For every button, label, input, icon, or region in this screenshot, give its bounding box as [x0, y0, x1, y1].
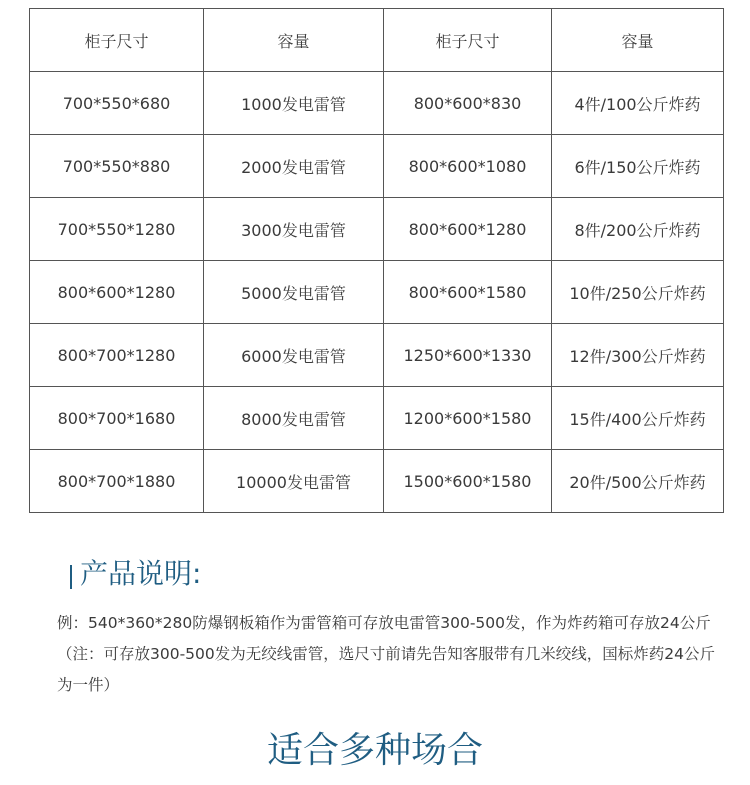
- header-capacity-2: 容量: [552, 9, 724, 72]
- table-cell: 800*600*830: [384, 72, 552, 135]
- table-header: [30, 9, 724, 72]
- table-cell: 10件/250公斤炸药: [552, 261, 724, 324]
- table-cell: 800*600*1580: [384, 261, 552, 324]
- section-heading: [70, 556, 201, 592]
- table-cell: 2000发电雷管: [204, 135, 384, 198]
- table-cell: 4件/100公斤炸药: [552, 72, 724, 135]
- table-cell: 1500*600*1580: [384, 450, 552, 513]
- table-cell: 1200*600*1580: [384, 387, 552, 450]
- product-description: 例：540*360*280防爆钢板箱作为雷管箱可存放电雷管300-500发，作为炸药箱可存放24公斤（注：可存放300-500发为无绞线雷管，选尺寸前请先告知客服带有几米绞线，国标炸药24公斤为一件）: [57, 614, 715, 694]
- heading-accent-bar: [70, 565, 72, 589]
- table-cell: 1250*600*1330: [384, 324, 552, 387]
- table-body: [30, 72, 724, 513]
- table-cell: 700*550*880: [30, 135, 204, 198]
- table-cell: 1000发电雷管: [204, 72, 384, 135]
- table-row: [30, 135, 724, 198]
- table-row: [30, 72, 724, 135]
- scenarios-heading: 适合多种场合: [266, 730, 483, 771]
- table-cell: 800*700*1880: [30, 450, 204, 513]
- table-cell: 800*600*1280: [384, 198, 552, 261]
- table-cell: 6000发电雷管: [204, 324, 384, 387]
- header-cabinet-size-2: 柜子尺寸: [384, 9, 552, 72]
- table-cell: 6件/150公斤炸药: [552, 135, 724, 198]
- table-cell: 800*700*1280: [30, 324, 204, 387]
- table-cell: 12件/300公斤炸药: [552, 324, 724, 387]
- section-heading-text: 产品说明:: [80, 557, 202, 590]
- table-cell: 20件/500公斤炸药: [552, 450, 724, 513]
- table-cell: 15件/400公斤炸药: [552, 387, 724, 450]
- table-row: [30, 387, 724, 450]
- table-cell: 700*550*1280: [30, 198, 204, 261]
- spec-table: [29, 8, 724, 513]
- table-row: [30, 198, 724, 261]
- table-row: [30, 450, 724, 513]
- table-cell: 800*600*1280: [30, 261, 204, 324]
- table-row: [30, 324, 724, 387]
- table-cell: 800*700*1680: [30, 387, 204, 450]
- header-capacity-1: 容量: [204, 9, 384, 72]
- table-row: [30, 261, 724, 324]
- table-cell: 700*550*680: [30, 72, 204, 135]
- table-header-row: [30, 9, 724, 72]
- header-cabinet-size-1: 柜子尺寸: [30, 9, 204, 72]
- table-cell: 10000发电雷管: [204, 450, 384, 513]
- table-cell: 3000发电雷管: [204, 198, 384, 261]
- table-cell: 5000发电雷管: [204, 261, 384, 324]
- table-cell: 800*600*1080: [384, 135, 552, 198]
- table-cell: 8件/200公斤炸药: [552, 198, 724, 261]
- table-cell: 8000发电雷管: [204, 387, 384, 450]
